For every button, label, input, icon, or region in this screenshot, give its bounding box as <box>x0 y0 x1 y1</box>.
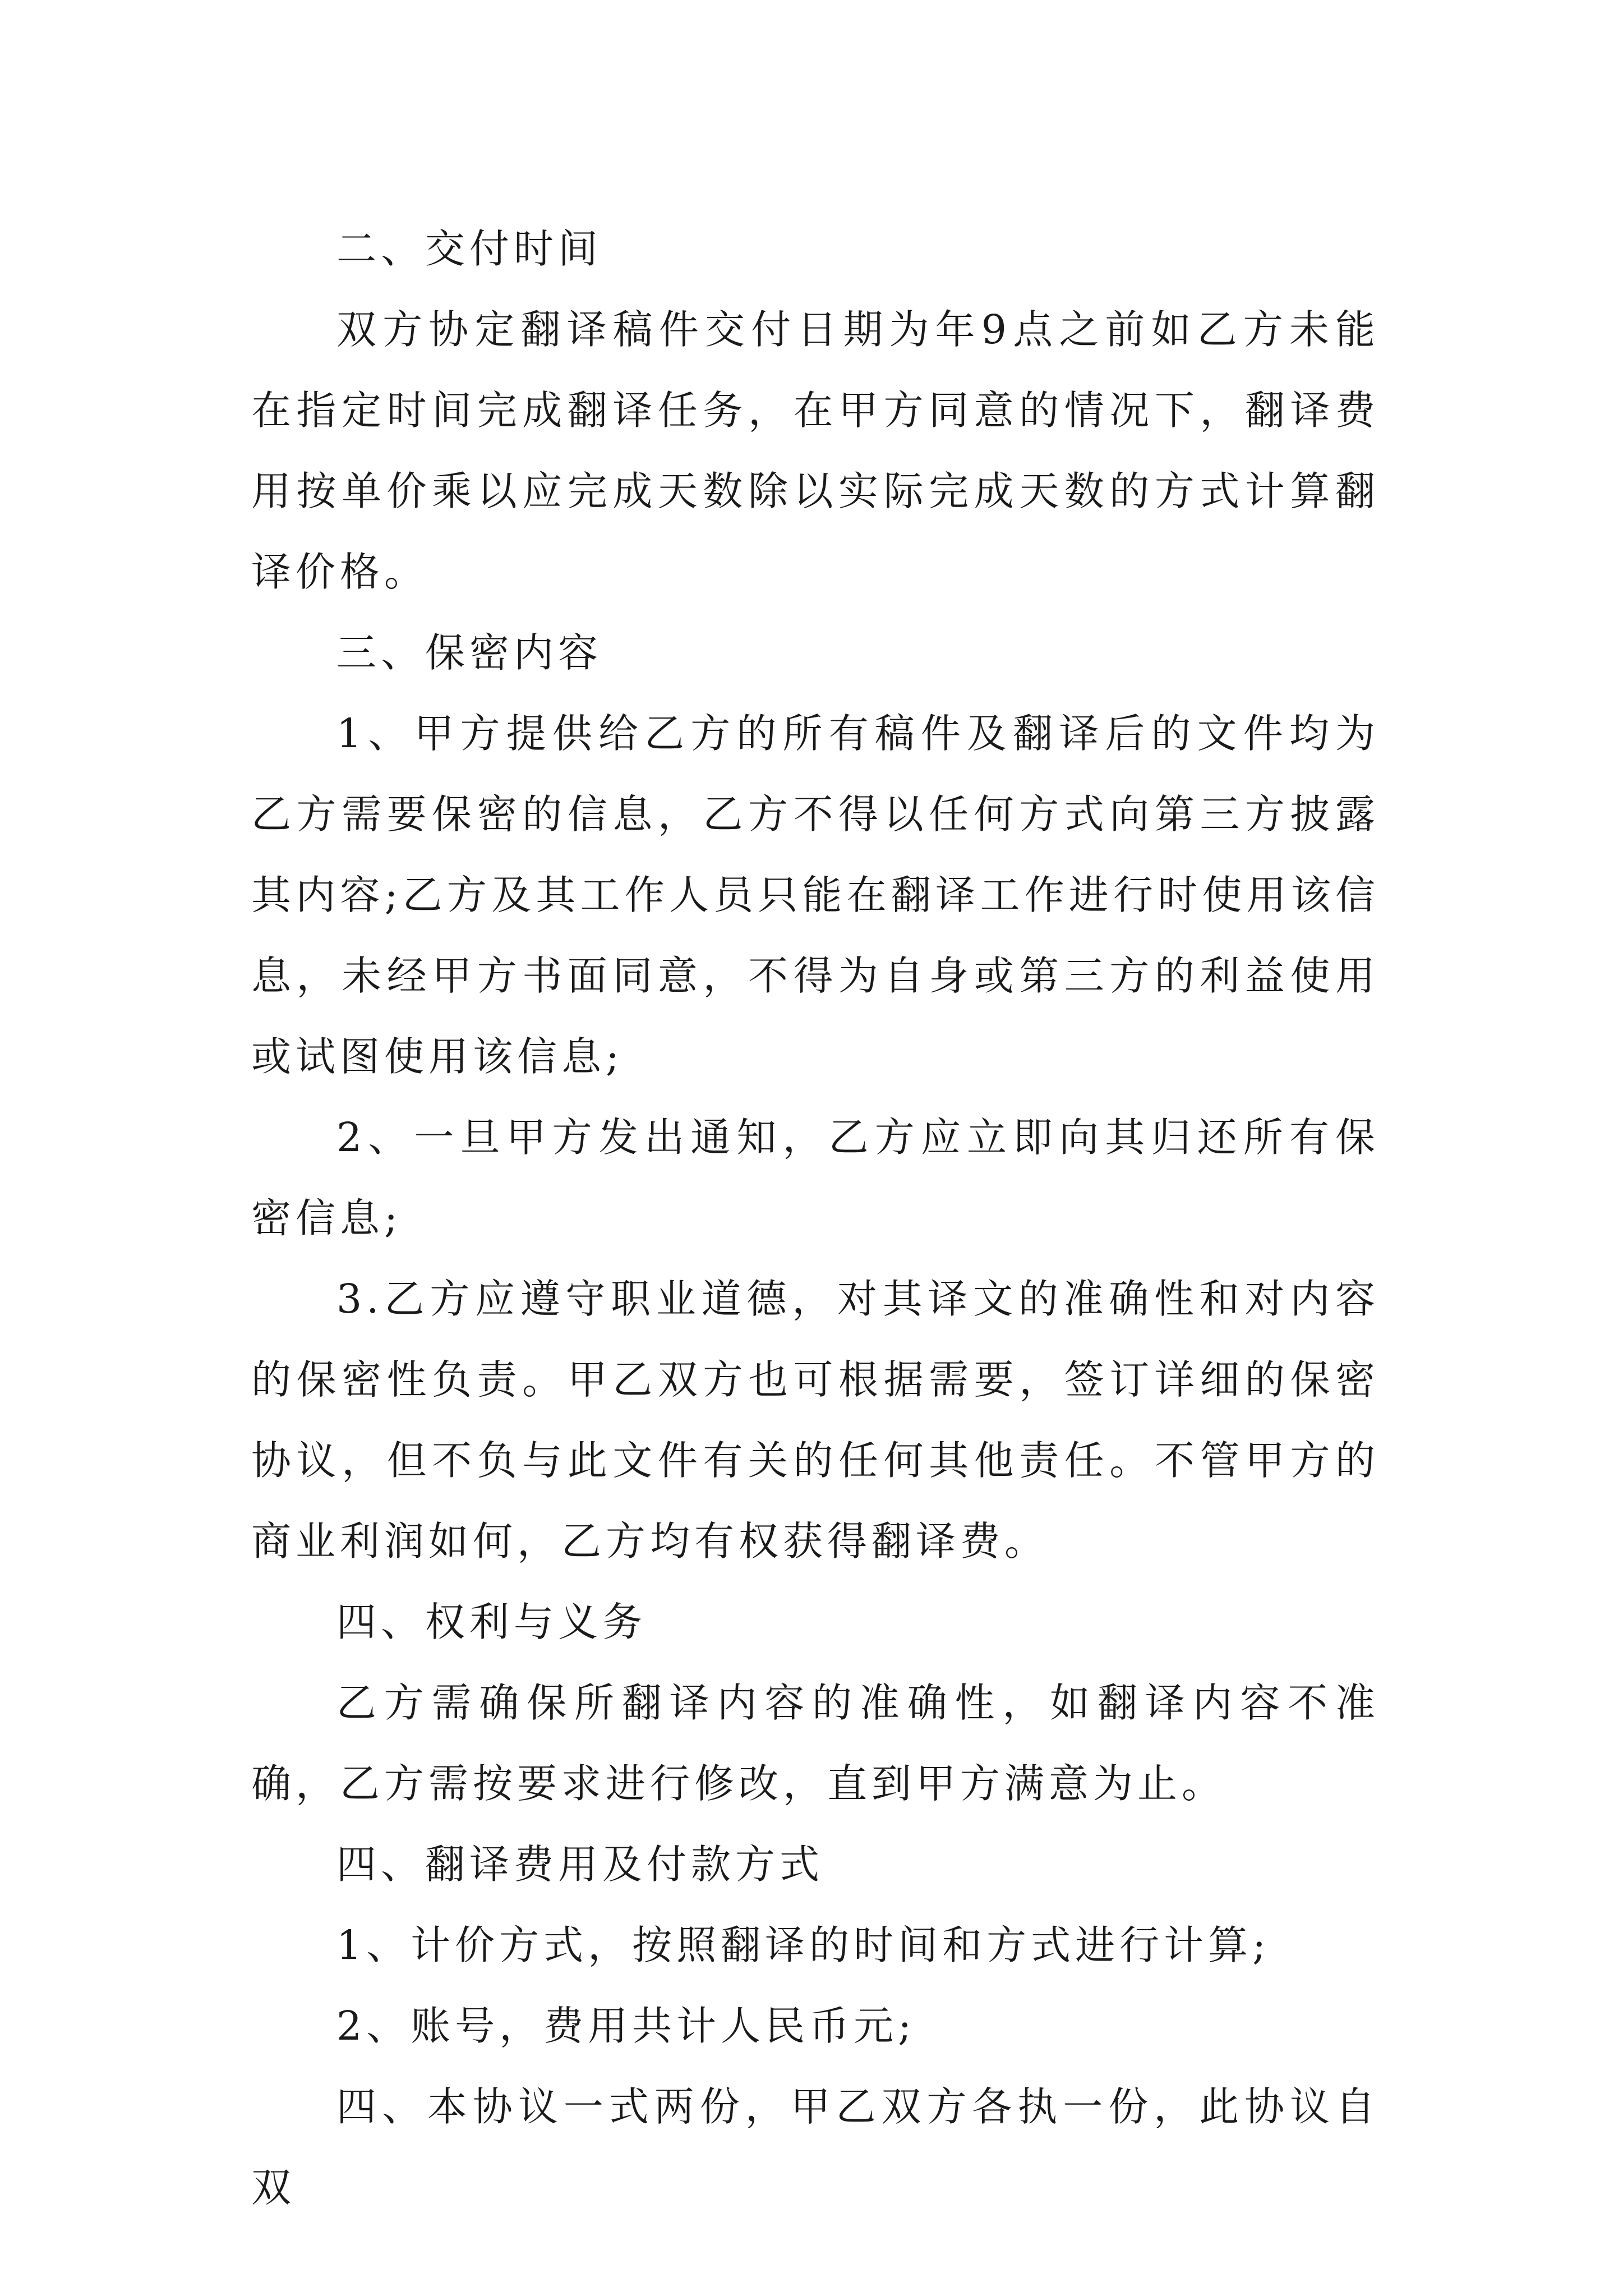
paragraph-delivery-terms: 双方协定翻译稿件交付日期为年9点之前如乙方未能在指定时间完成翻译任务，在甲方同意的情况下，翻译费用按单价乘以应完成天数除以实际完成天数的方式计算翻译价格。 <box>251 306 1380 595</box>
paragraph-fees-2: 2、账号，费用共计人民币元; <box>336 2003 916 2049</box>
section-heading-fees-payment: 四、翻译费用及付款方式 <box>336 1841 824 1888</box>
paragraph-confidentiality-2: 2、一旦甲方发出通知，乙方应立即向其归还所有保密信息; <box>251 1114 1380 1241</box>
paragraph-confidentiality-1: 1、甲方提供给乙方的所有稿件及翻译后的文件均为乙方需要保密的信息，乙方不得以任何方式向第三方披露其内容;乙方及其工作人员只能在翻译工作进行时使用该信息，未经甲方书面同意，不得为自身或第三方的利益使用或试图使用该信息; <box>251 710 1380 1080</box>
document-body <box>251 209 1380 2228</box>
paragraph-confidentiality-3: 3.乙方应遵守职业道德，对其译文的准确性和对内容的保密性负责。甲乙双方也可根据需要，签订详细的保密协议，但不负与此文件有关的任何其他责任。不管甲方的商业利润如何，乙方均有权获得翻译费。 <box>251 1276 1380 1565</box>
paragraph-rights-obligations: 乙方需确保所翻译内容的准确性，如翻译内容不准确，乙方需按要求进行修改，直到甲方满意为止。 <box>251 1680 1380 1807</box>
section-heading-rights-obligations: 四、权利与义务 <box>336 1599 647 1645</box>
paragraph-copies: 四、本协议一式两份，甲乙双方各执一份，此协议自双 <box>251 2083 1380 2211</box>
section-heading-delivery-time: 二、交付时间 <box>336 226 603 272</box>
paragraph-fees-1: 1、计价方式，按照翻译的时间和方式进行计算; <box>336 1922 1271 1968</box>
section-heading-confidentiality: 三、保密内容 <box>336 629 603 676</box>
